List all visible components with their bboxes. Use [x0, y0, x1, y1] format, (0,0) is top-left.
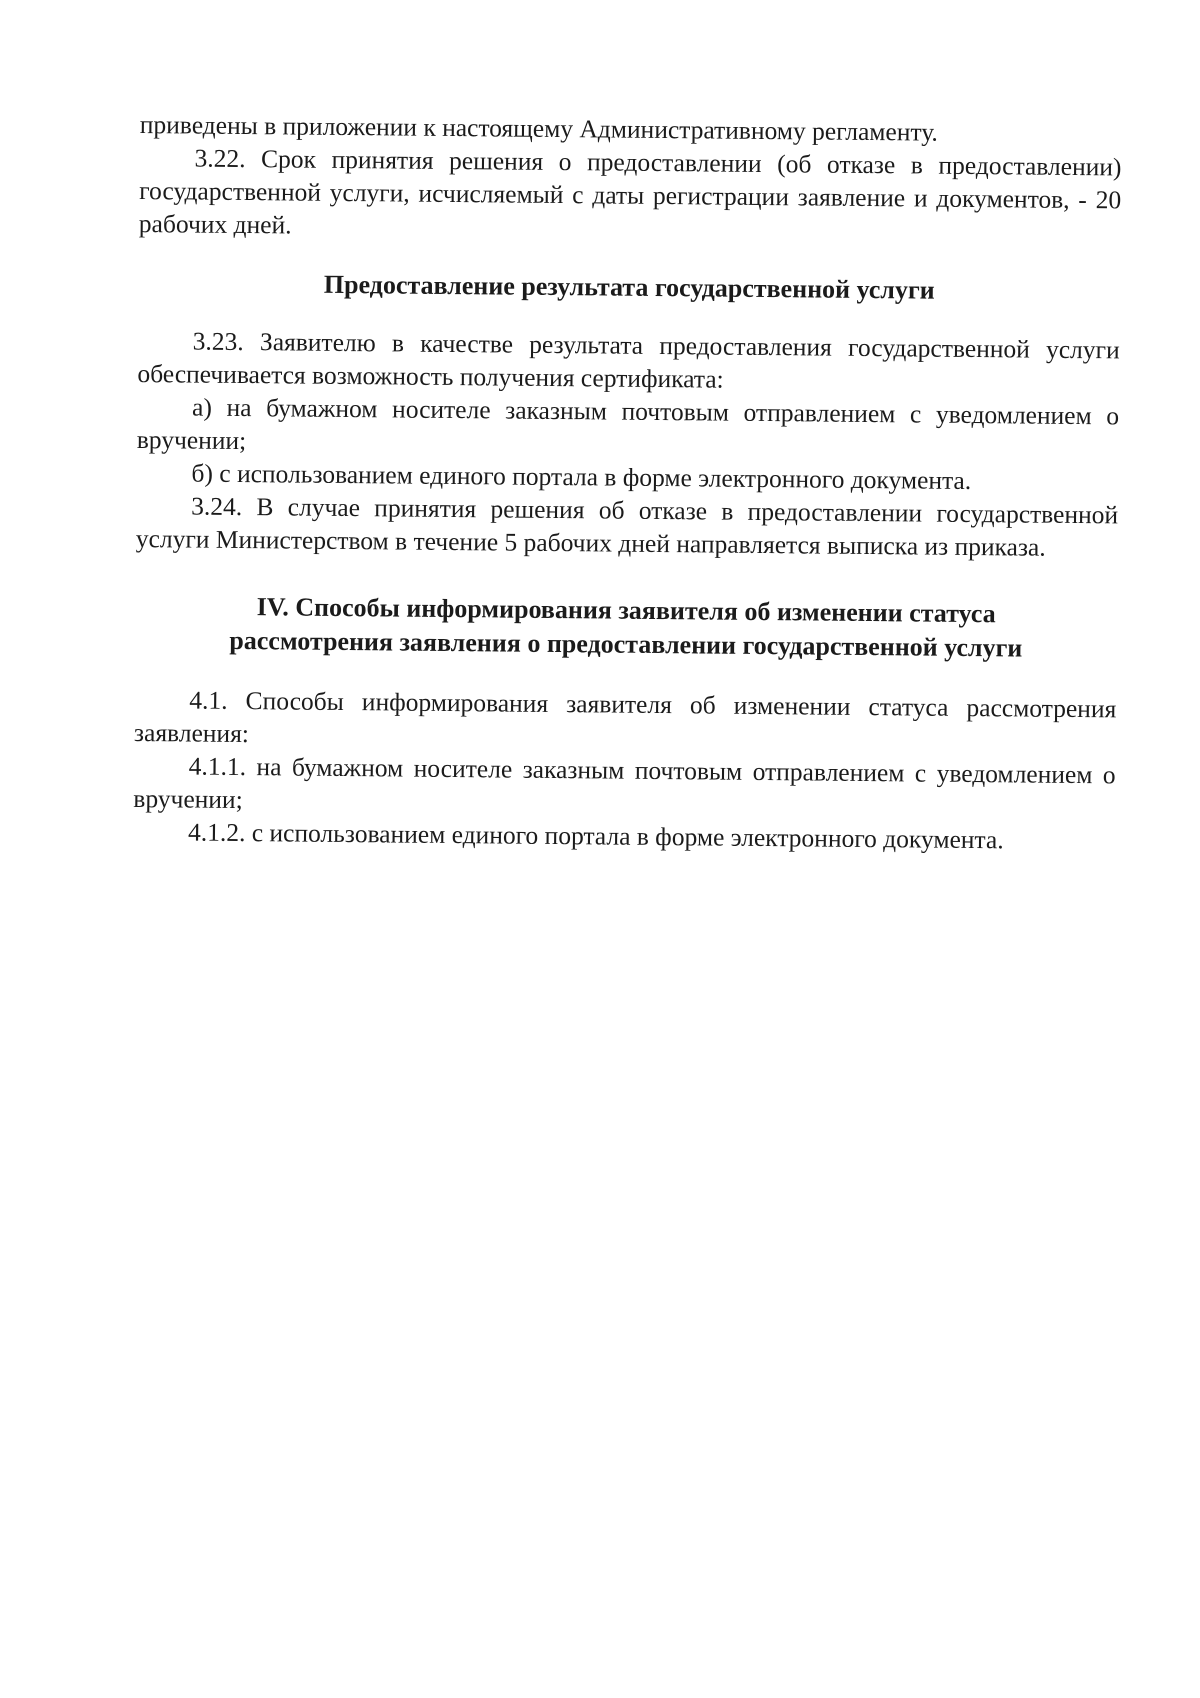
paragraph-4-1-2: 4.1.2. с использованием единого портала в форме электронного документа. — [187, 817, 1004, 855]
section-heading-result: Предоставление результата государственной услуги — [323, 269, 935, 305]
section-heading-iv-line-1: IV. Способы информирования заявителя об изменении статуса — [256, 592, 996, 629]
paragraph-3-23-a: а) на бумажном носителе заказным почтовым отправлением с уведомлением о вручении; — [136, 392, 1120, 456]
paragraph-continuation: приведены в приложении к настоящему Административному регламенту. — [139, 109, 938, 147]
paragraph-3-24: 3.24. В случае принятия решения об отказе в предоставлении государственной услуги Министерством в течение 5 рабочих дней направляется выписка из приказа. — [135, 491, 1119, 562]
document-body — [133, 108, 1122, 857]
paragraph-3-23-b: б) с использованием единого портала в форме электронного документа. — [191, 458, 972, 495]
section-heading-iv-line-2: рассмотрения заявления о предоставлении государственной услуги — [229, 625, 1023, 663]
paragraph-4-1: 4.1. Способы информирования заявителя об изменении статуса рассмотрения заявления: — [133, 685, 1117, 749]
paragraph-3-23: 3.23. Заявителю в качестве результата предоставления государственной услуги обеспечивается возможность получения сертификата: — [137, 326, 1120, 394]
paragraph-3-22: 3.22. Срок принятия решения о предоставлении (об отказе в предоставлении) государственной услуги, исчисляемый с даты регистрации заявление и документов, - 20 рабочих дней. — [138, 143, 1122, 240]
paragraph-4-1-1: 4.1.1. на бумажном носителе заказным почтовым отправлением с уведомлением о вручении; — [133, 751, 1116, 815]
